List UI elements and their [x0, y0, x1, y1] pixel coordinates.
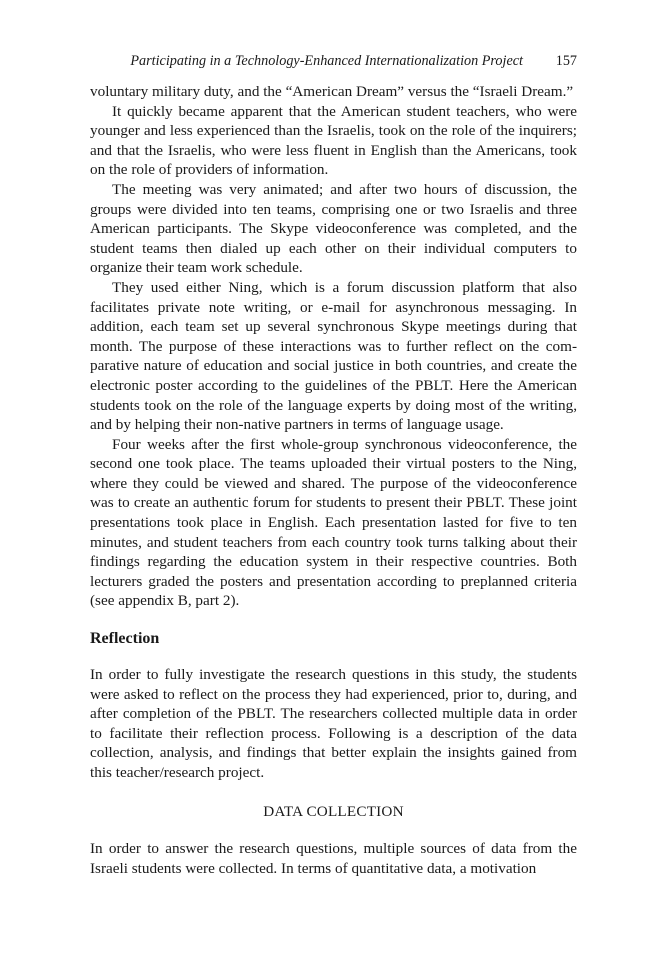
reflection-paragraph: In order to fully investigate the research questions in this study, the students were asked to reflect on the process they had experienced, prior to, during, and after completion of the PBLT. The researchers collected multiple data in order to facilitate their reflection process. Following is a description of the data collection, analysis, and findings that better explain the insights gained from this teacher/research project.	[90, 666, 577, 781]
section-heading-data-collection: DATA COLLECTION	[263, 802, 404, 820]
running-header	[90, 53, 577, 73]
paragraph: The meeting was very animated; and after two hours of discussion, the groups were divided into ten teams, comprising one or two Israelis and three American participants. The Skype videoconference was completed, and the student teams then dialed up each other on their individual computers to organize their team work schedule.	[90, 180, 577, 277]
section-heading-reflection: Reflection	[90, 630, 160, 648]
running-title: Participating in a Technology-Enhanced Internationalization Project	[130, 53, 523, 69]
paragraph: It quickly became apparent that the American student teachers, who were younger and less experienced than the Israelis, took on the role of the inquirers; and that the Israelis, who were less fluent in English than the Americans, took on the role of providers of information.	[90, 102, 577, 179]
page-number: 157	[555, 53, 577, 69]
paragraph: Four weeks after the first whole-group synchronous videoconference, the second one took place. The teams uploaded their virtual posters to the Ning, where they could be viewed and shared. The purpose of the videoconference was to create an authentic forum for students to present their PBLT. These joint presentations took place in English. Each presentation lasted for five to ten minutes, and student teachers from each country took turns talking about their findings regarding the education system in their respective countries. Both lecturers graded the posters and presentation according to preplanned criteria (see appendix B, part 2).	[90, 435, 577, 610]
paragraph: They used either Ning, which is a forum discussion platform that also facilitates private note writing, or e-mail for asynchronous messaging. In addition, each team set up several synchronous Skype meetings during that month. The purpose of these interactions was to further reflect on the comparative nature of education and social justice in both countries, and create the electronic poster according to the guidelines of the PBLT. Here the American students took on the role of the language experts by doing most of the writing, and by helping their non-native partners in terms of language usage.	[90, 278, 577, 434]
paragraph-continuation: voluntary military duty, and the “American Dream” versus the “Israeli Dream.”	[90, 83, 574, 100]
data-collection-paragraph: In order to answer the research questions, multiple sources of data from the Israeli students were collected. In terms of quantitative data, a motivation	[90, 840, 577, 877]
body-text	[90, 82, 577, 878]
